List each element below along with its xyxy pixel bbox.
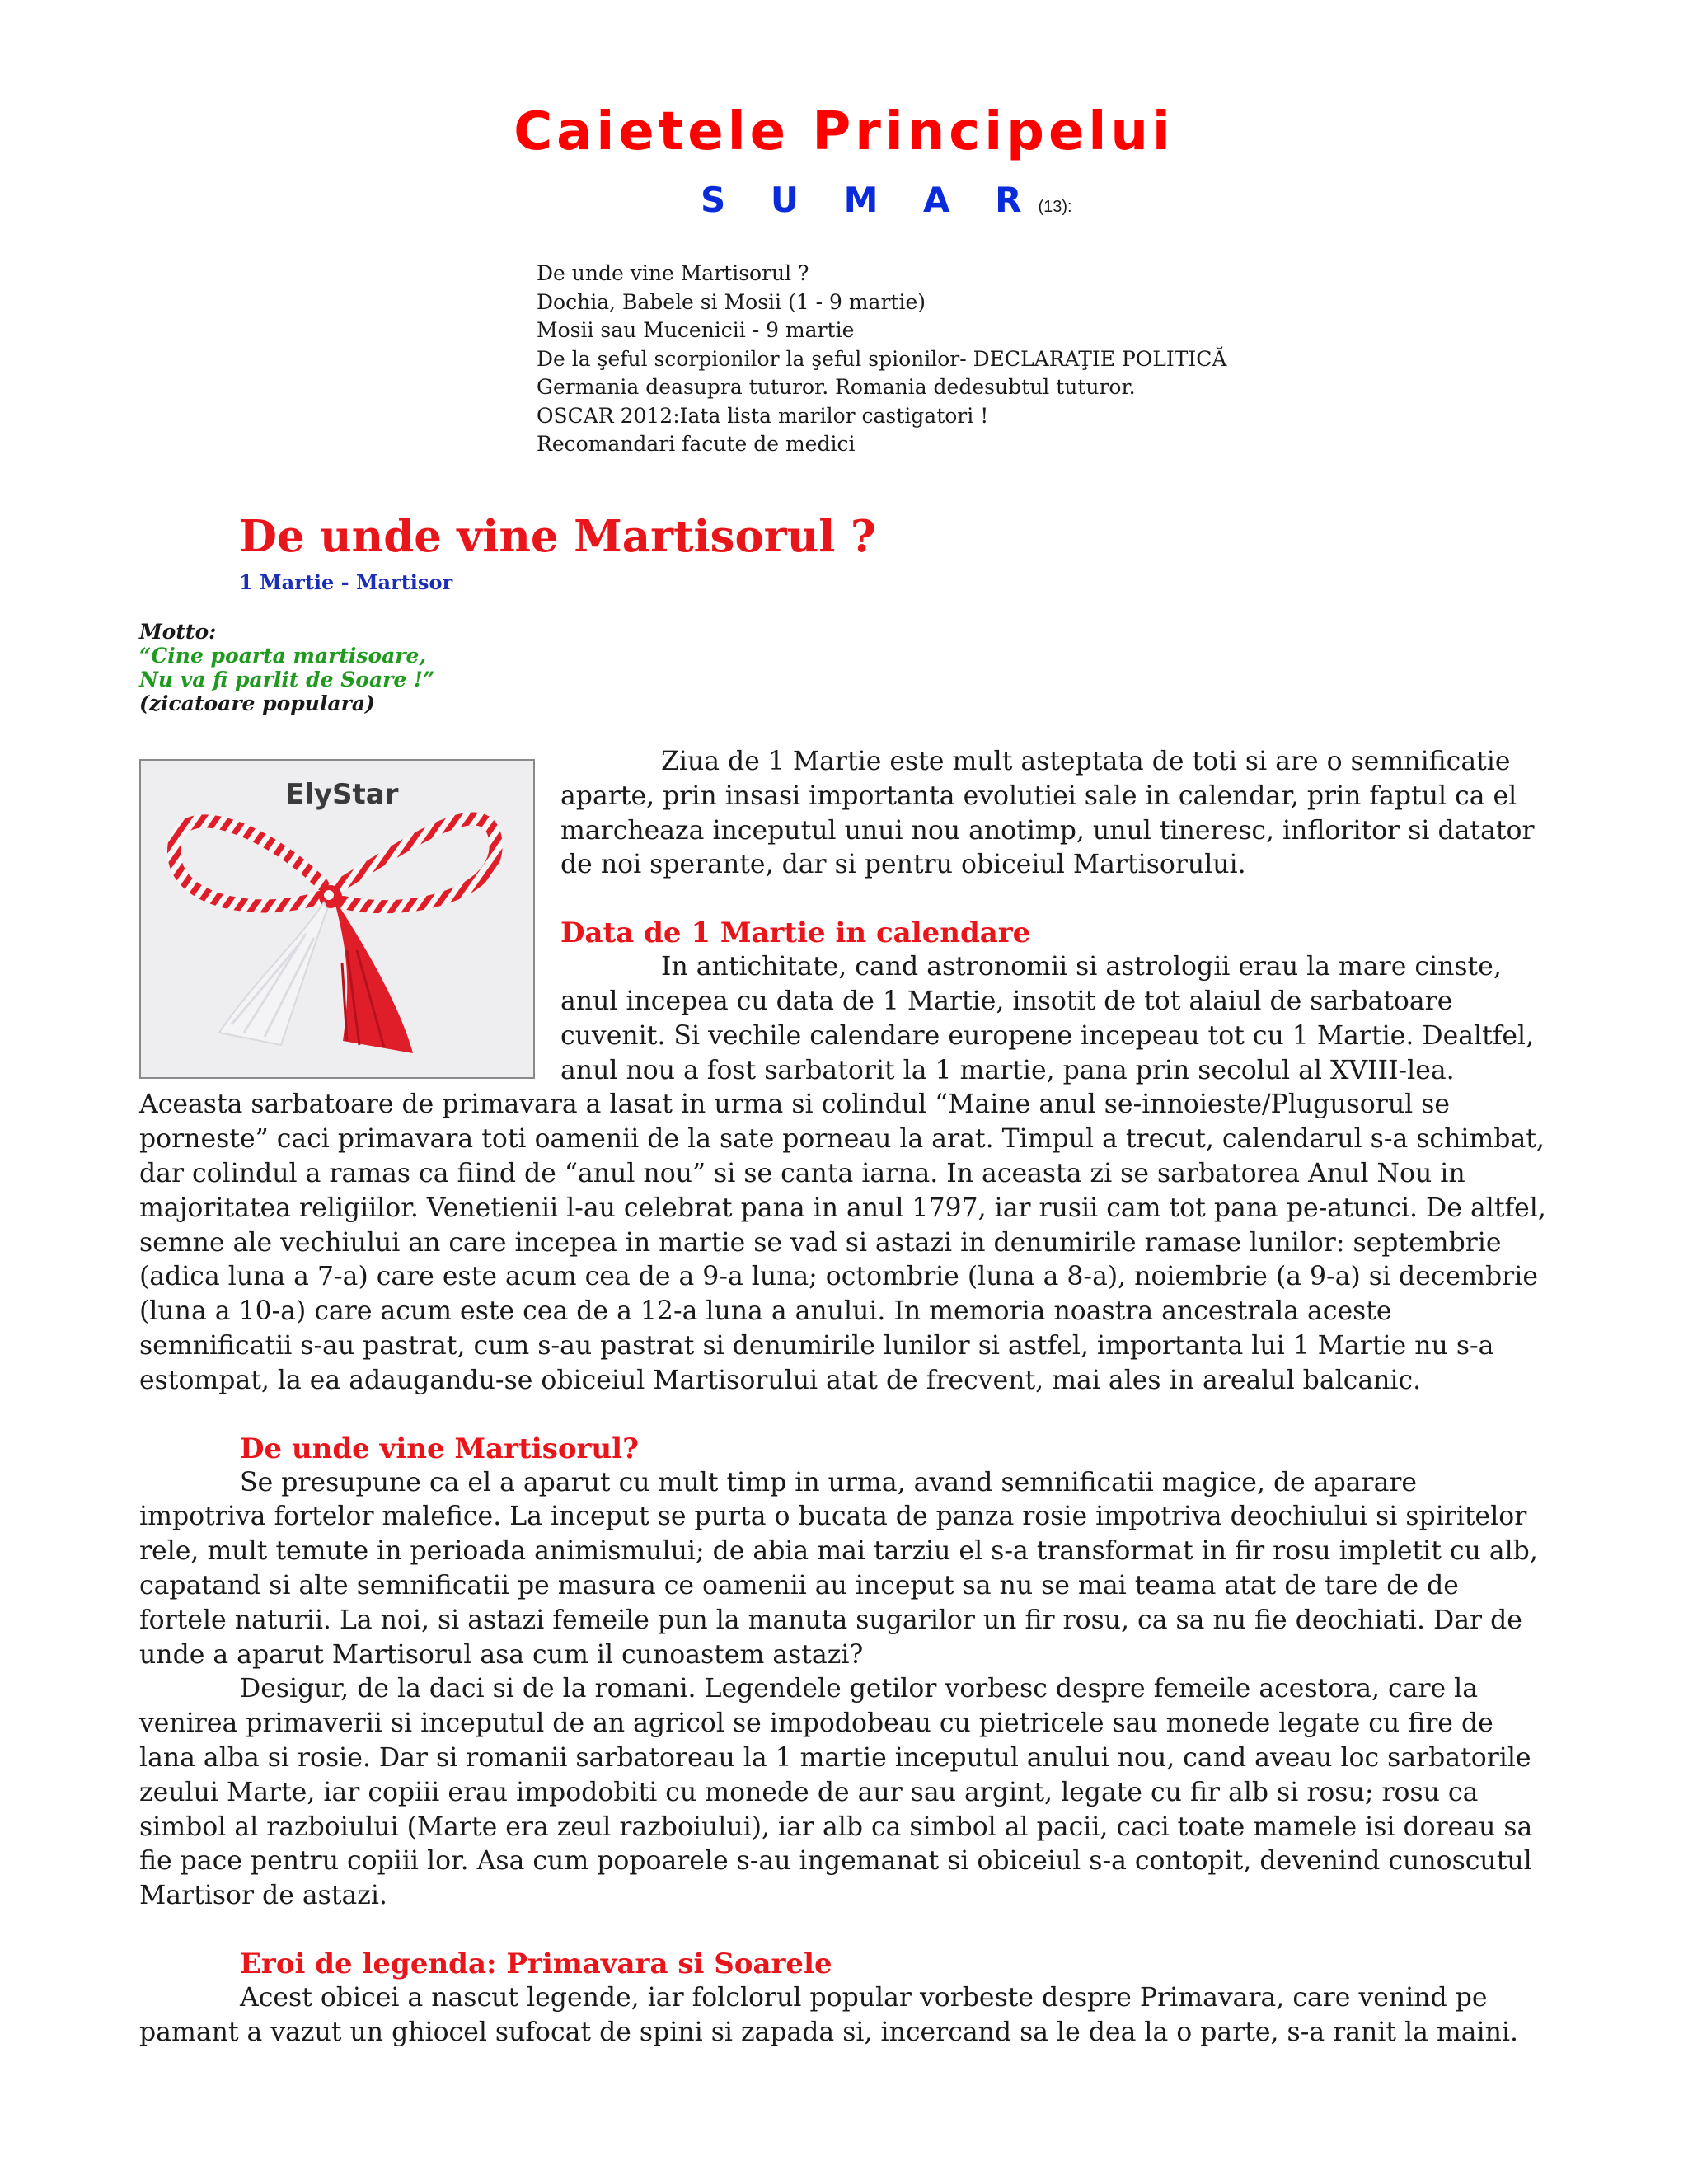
article-title: De unde vine Martisorul ? (239, 511, 876, 562)
spacer (139, 1399, 1550, 1432)
section-paragraph: In antichitate, cand astronomii si astrologii erau la mare cinste, anul incepea cu data de 1 Martie, insotit de tot alaiul de sarbatoare cuvenit. Si vechile calendare europene incepeau tot cu 1 Martie. Dealtfel, anul nou a fost sarbatorit la 1 martie, pana prin secolul al XVIII-lea. Aceasta sarbatoare de primavara a lasat in urma si colindul “Maine anul se-innoieste/Plugusorul se porneste” caci primavara toti oamenii de la sate porneau la arat. Timpul a trecut, calendarul s-a schimbat, dar colindul a ramas ca fiind de “anul nou” si se canta iarna. In aceasta zi se sarbatorea Anul Nou in majoritatea religiilor. Venetienii l-au celebrat pana in anul 1797, iar rusii cam tot pana pe-atunci. De altfel, semne ale vechiului an care incepea in martie se vad si astazi in denumirile ramase lunilor: septembrie (adica luna a 7-a) care este acum cea de a 9-a luna; octombrie (luna a 8-a), noiembrie (a 9-a) si decembrie (luna a 10-a) care acum este cea de a 12-a luna a anului. In memoria noastra ancestrala aceste semnificatii s-au pastrat, cum s-au pastrat si denumirile lunilor si astfel, importanta lui 1 Martie nu s-a estompat, la ea adaugandu-se obiceiul Martisorului atat de frecvent, mai ales in arealul balcanic. (139, 952, 1546, 1395)
image-watermark: ElyStar (285, 778, 399, 811)
motto-line: “Cine poarta martisoare, (139, 644, 427, 668)
section-paragraph: Se presupune ca el a aparut cu mult timp in urma, avand semnificatii magice, de aparare impotriva fortelor malefice. La inceput se purta o bucata de panza rosie impotriva deochiului si spiritelor rele, mult temute in perioada animismului; de abia mai tarziu el s-a transformat in fir rosu impletit cu alb, capatand si alte semnificatii pe masura ce oamenii au inceput sa nu se mai teama atat de tare de de fortele naturii. La noi, si astazi femeile pun la manuta sugarilor un fir rosu, ca sa nu fie deochiati. Dar de unde a aparut Martisorul asa cum il cunoastem astazi? (139, 1467, 1538, 1670)
toc-item[interactable]: Dochia, Babele si Mosii (1 - 9 martie) (537, 289, 926, 314)
toc-item[interactable]: Recomandari facute de medici (537, 432, 856, 456)
section-heading: Data de 1 Martie in calendare (560, 916, 1031, 950)
article-subtitle: 1 Martie - Martisor (239, 570, 453, 594)
summary-label: S U M A R (701, 180, 1039, 220)
toc-item[interactable]: De la şeful scorpionilor la şeful spionilor- DECLARAŢIE POLITICĂ (537, 346, 1227, 371)
image-spacer (139, 745, 560, 1075)
toc-item[interactable]: De unde vine Martisorul ? (537, 261, 809, 285)
publication-title: Caietele Principelui (513, 101, 1175, 162)
toc-item[interactable]: OSCAR 2012:Iata lista marilor castigatori ! (537, 403, 989, 428)
section-paragraph: Desigur, de la daci si de la romani. Legendele getilor vorbesc despre femeile acestora, care la venirea primaverii si inceputul de an agricol se impodobeau cu pietricele sau monede legate cu fire de lana alba si rosie. Dar si romanii sarbatoreau la 1 martie inceputul anului nou, cand aveau loc sarbatorile zeului Marte, iar copiii erau impodobiti cu monede de aur sau argint, legate cu fir alb si rosu; rosu ca simbol al razboiului (Marte era zeul razboiului), iar alb ca simbol al pacii, caci toate mamele isi doreau sa fie pace pentru copiii lor. Asa cum popoarele s-au ingemanat si obiceiul s-a contopit, devenind cunoscutul Martisor de astazi. (139, 1674, 1533, 1911)
intro-paragraph: Ziua de 1 Martie este mult asteptata de toti si are o semnificatie aparte, prin insasi importanta evolutiei sale in calendar, prin faptul ca el marcheaza inceputul unui nou anotimp, unul tineresc, infloritor si datator de noi sperante, dar si pentru obiceiul Martisorului. (560, 747, 1535, 880)
spacer (139, 1914, 1550, 1947)
toc-item[interactable]: Germania deasupra tuturor. Romania dedesubtul tuturor. (537, 375, 1136, 399)
summary-count: (13): (1038, 198, 1072, 216)
summary-heading (701, 180, 1072, 220)
article-body (139, 745, 1550, 2050)
toc-item[interactable]: Mosii sau Mucenicii - 9 martie (537, 318, 855, 342)
motto-block (139, 620, 434, 715)
section-heading: Eroi de legenda: Primavara si Soarele (240, 1947, 832, 1980)
motto-line: Nu va fi parlit de Soare !” (139, 668, 435, 691)
motto-source: (zicatoare populara) (139, 691, 375, 715)
motto-label: Motto: (139, 620, 217, 644)
section-heading: De unde vine Martisorul? (240, 1432, 639, 1465)
table-of-contents (537, 260, 1226, 459)
section-paragraph: Acest obicei a nascut legende, iar folclorul popular vorbeste despre Primavara, care venind pe pamant a vazut un ghiocel sufocat de spini si zapada si, incercand sa le dea la o parte, s-a ranit la maini. (139, 1982, 1518, 2047)
